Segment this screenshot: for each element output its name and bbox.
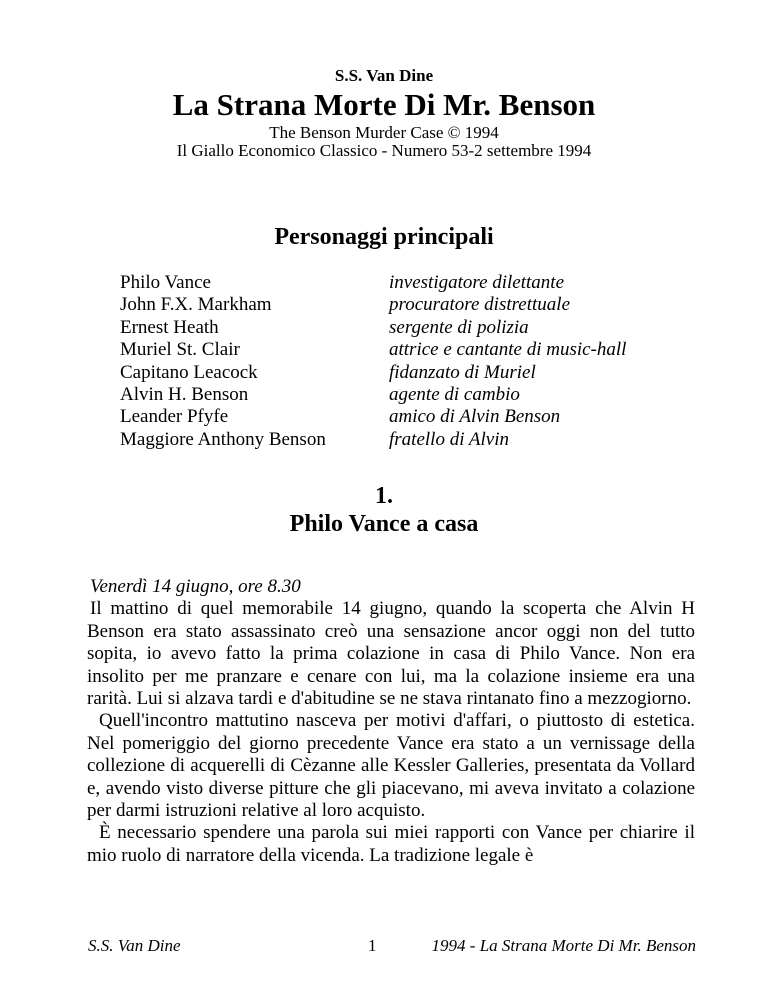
chapter-body [87, 576, 695, 867]
character-name: Muriel St. Clair [120, 339, 240, 361]
character-row [120, 294, 680, 316]
character-role: attrice e cantante di music-hall [389, 339, 627, 361]
author-name: S.S. Van Dine [334, 66, 434, 85]
series-info: Il Giallo Economico Classico - Numero 53-2 settembre 1994 [176, 141, 592, 160]
character-row [120, 406, 680, 428]
character-role: sergente di polizia [389, 316, 529, 338]
character-name: Leander Pfyfe [120, 406, 229, 428]
chapter-dateline: Venerdì 14 giugno, ore 8.30 [90, 576, 301, 597]
character-row [120, 362, 680, 384]
chapter-number: 1. [375, 483, 393, 509]
character-name: Philo Vance [120, 272, 211, 293]
character-name: John F.X. Markham [120, 294, 272, 316]
characters-list [120, 272, 680, 451]
character-row [120, 429, 680, 451]
book-title: La Strana Morte Di Mr. Benson [172, 87, 596, 122]
character-role: fidanzato di Muriel [389, 361, 536, 383]
character-row [120, 384, 680, 406]
character-name: Maggiore Anthony Benson [120, 428, 326, 450]
body-paragraph: Il mattino di quel memorabile 14 giugno, quando la scoperta che Alvin H Benson era stato assassinato creò una sensazione ancor oggi non del tutto sopita, io avevo fatto la prima colazione in casa di Philo Vance. Non era insolito per me pranzare e cenare con lui, ma la colazione insieme era una rarità. Lui si alzava tardi e d'abitudine se ne stava rintanato fino a mezzogiorno. [87, 598, 695, 710]
character-name: Alvin H. Benson [120, 384, 249, 406]
footer-book-title: 1994 - La Strana Morte Di Mr. Benson [431, 936, 696, 955]
character-role: fratello di Alvin [389, 428, 509, 450]
character-row [120, 339, 680, 361]
character-role: procuratore distrettuale [389, 294, 571, 316]
character-role: amico di Alvin Benson [389, 406, 561, 428]
characters-heading: Personaggi principali [274, 224, 494, 250]
page-number: 1 [368, 936, 377, 955]
character-row [120, 317, 680, 339]
body-paragraph: È necessario spendere una parola sui miei rapporti con Vance per chiarire il mio ruolo di narratore della vicenda. La tradizione legale è [87, 822, 695, 866]
character-role: investigatore dilettante [389, 272, 565, 293]
footer-author: S.S. Van Dine [88, 936, 181, 955]
character-name: Ernest Heath [120, 316, 219, 338]
body-paragraph: Quell'incontro mattutino nasceva per motivi d'affari, o piuttosto di estetica. Nel pomeriggio del giorno precedente Vance era stato a un vernissage della collezione di acquerelli di Cèzanne alle Kessler Galleries, presentata da Vollard e, avendo visto diverse pitture che gli piacevano, mi aveva invitato a colazione per darmi istruzioni relative al loro acquisto. [87, 710, 695, 822]
character-name: Capitano Leacock [120, 361, 258, 383]
character-row [120, 272, 680, 294]
chapter-title: Philo Vance a casa [289, 511, 479, 537]
character-role: agente di cambio [389, 384, 520, 406]
original-title: The Benson Murder Case © 1994 [269, 123, 499, 142]
